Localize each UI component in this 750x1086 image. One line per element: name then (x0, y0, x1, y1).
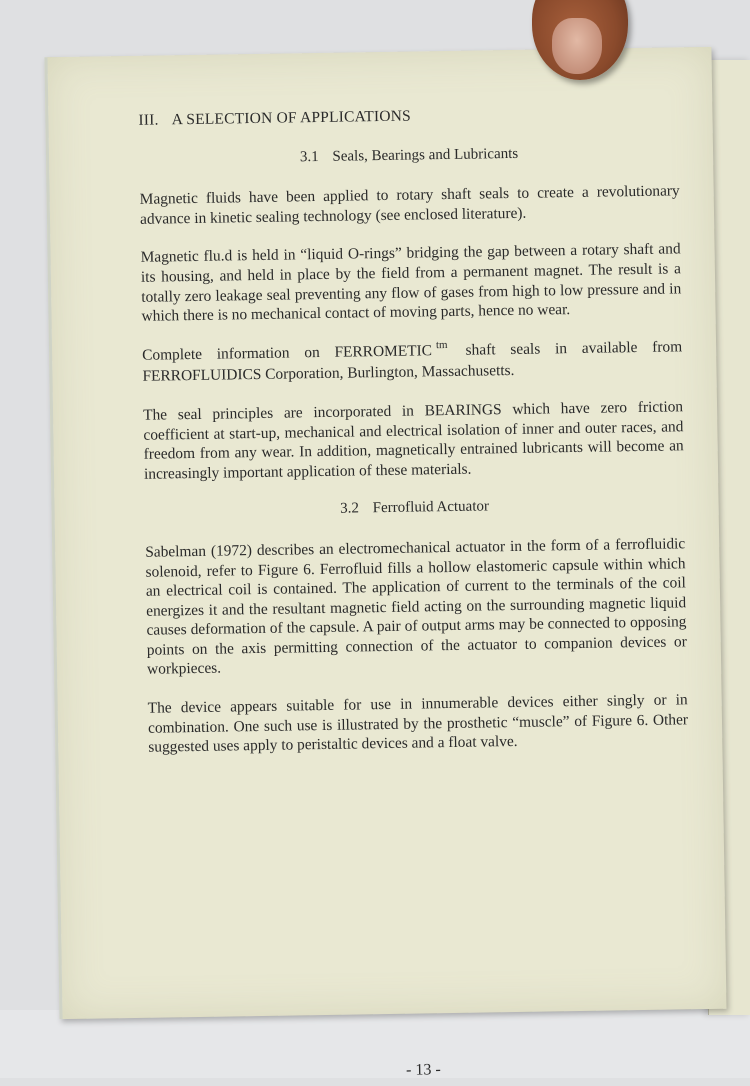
subsection-title: Ferrofluid Actuator (372, 498, 490, 517)
page-number: - 13 - (405, 1061, 441, 1079)
subsection-number: 3.1 (299, 148, 319, 165)
paragraph: The device appears suitable for use in innumerable devices either singly or in combination. One such use is illustrated by the prosthetic “muscle” of Figure 6. Other suggested uses apply to peristaltic devices and a float valve. (147, 691, 689, 757)
trademark-superscript: tm (435, 338, 448, 351)
subsection-title: Seals, Bearings and Lubricants (332, 145, 519, 165)
section-number: III. (138, 111, 159, 129)
paragraph-text: Complete information on FERROMETIC (142, 341, 433, 364)
paragraph: The seal principles are incorporated in BEARINGS which have zero friction coefficient at start-up, mechanical and electrical isolation of inner and outer races, and freedom from any wear. In addition, magnetically entrained lubricants will become an increasingly important application of these materials. (142, 398, 684, 483)
subsection-heading-3-2 (145, 495, 685, 523)
paragraph-text: shaft seals in available from FERROFLUIDICS Corporation, Burlington, Massachusetts. (142, 338, 683, 386)
page-content (138, 102, 689, 1079)
paragraph-ferrometic (142, 337, 683, 387)
subsection-heading-3-1 (139, 142, 679, 170)
thumbnail-nail (552, 18, 602, 74)
paragraph: Magnetic flu.d is held in “liquid O-rings” bridging the gap between a rotary shaft and its housing, and held in place by the field from a permanent magnet. The result is a totally zero leakage seal preventing any flow of gases from high to low pressure and in which there is no mechanical contact of moving parts, hence no wear. (140, 240, 682, 325)
paragraph: Magnetic fluids have been applied to rotary shaft seals to create a revolutionary advance in kinetic sealing technology (see enclosed literature). (139, 182, 680, 228)
section-title: A SELECTION OF APPLICATIONS (171, 107, 412, 129)
subsection-number: 3.2 (340, 500, 360, 518)
document-page (44, 47, 726, 1079)
paragraph: Sabelman (1972) describes an electromechanical actuator in the form of a ferrofluidic solenoid, refer to Figure 6. Ferrofluid fills a hollow elastomeric capsule within which an electrical coil is contained. The application of current to the terminals of the coil energizes it and the resultant magnetic field acting on the surrounding magnetic liquid causes deformation of the capsule. A pair of output arms may be connected to opposing points on the axis permitting connection of the actuator to companion devices or workpieces. (145, 535, 687, 679)
section-heading (138, 102, 678, 130)
